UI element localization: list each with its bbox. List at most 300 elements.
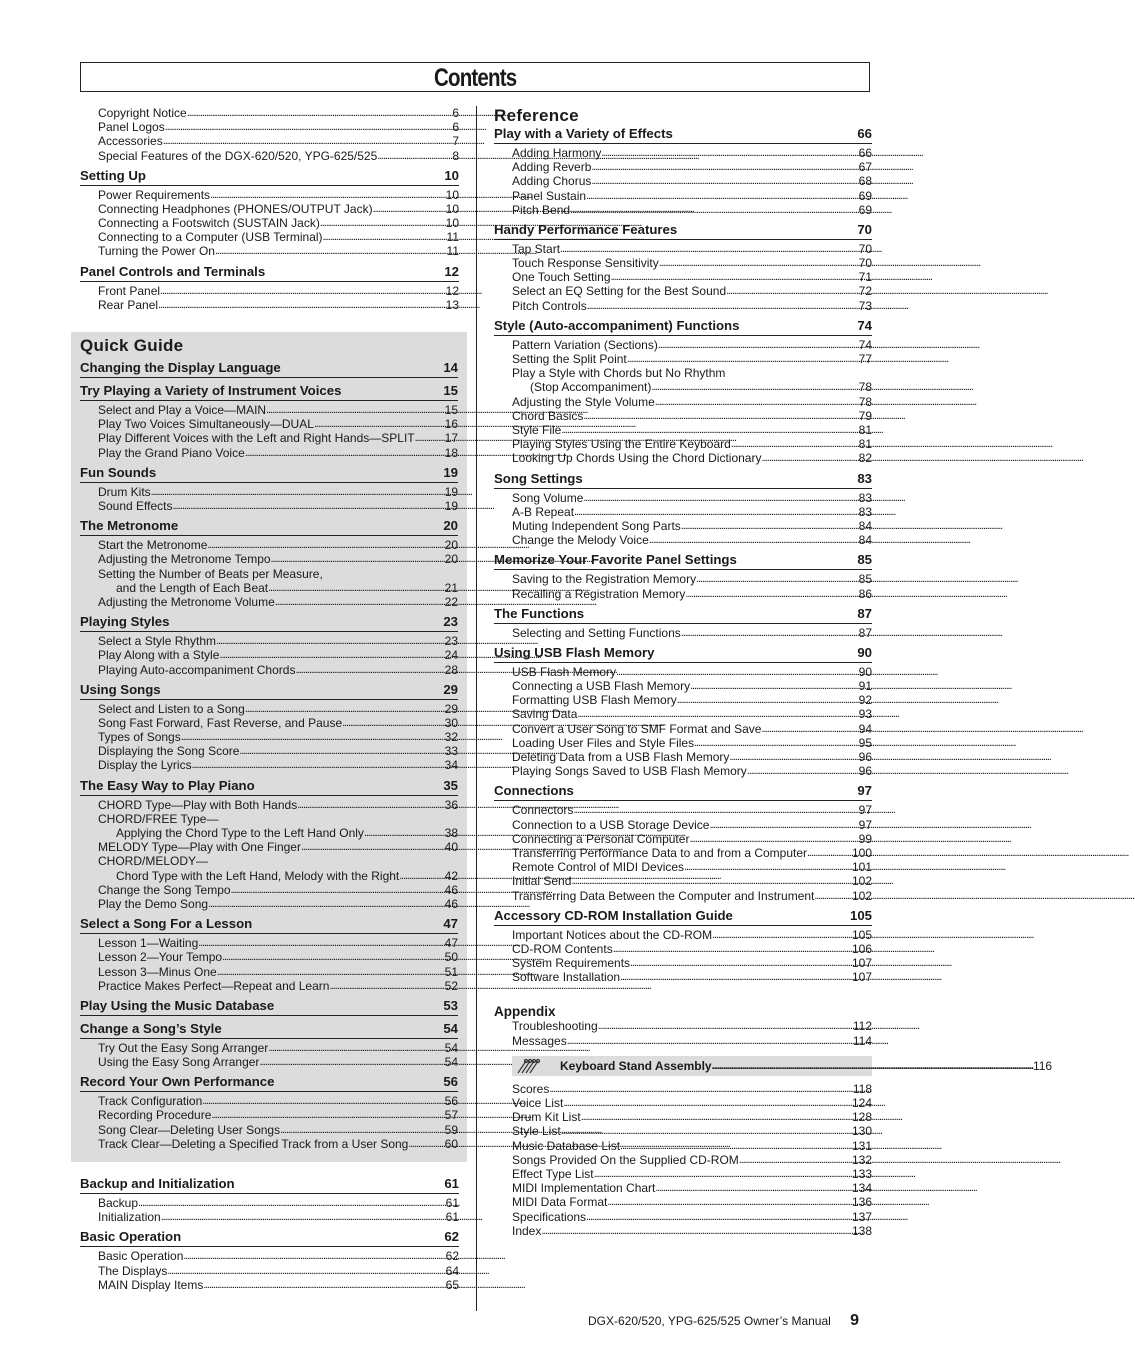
entry-label: Drum Kits [98,484,151,499]
entry-label: CHORD/FREE Type— [98,811,219,826]
toc-entry[interactable] [512,242,872,256]
entry-label: Playing Styles Using the Entire Keyboard [512,437,731,452]
toc-entry[interactable] [512,1195,872,1209]
entry-page: 8 [452,148,459,163]
toc-entry[interactable] [98,648,458,662]
toc-entry[interactable] [98,812,458,826]
entry-label: Try Out the Easy Song Arranger [98,1040,269,1055]
toc-entry[interactable] [512,437,872,451]
entry-label: Style File [512,423,562,437]
toc-entry[interactable] [98,979,458,993]
toc-entry[interactable] [512,572,872,586]
toc-entry[interactable] [512,874,872,888]
section-title: Changing the Display Language [80,360,281,376]
leader-dots [259,1054,443,1069]
entry-page: 33 [444,744,458,759]
toc-entry[interactable] [512,409,872,423]
toc-entry[interactable] [98,730,458,744]
toc-entry[interactable] [98,869,458,883]
entry-label: Select and Listen to a Song [98,701,245,716]
section-title: The Functions [494,605,585,621]
entry-page: 72 [858,284,872,299]
leader-dots [377,148,451,163]
toc-section [80,1074,458,1151]
toc-entry[interactable] [98,284,459,298]
entry-page: 82 [858,451,872,466]
entry-label: Track Clear—Deleting a Specified Track from a User Song [98,1136,409,1151]
entry-label: (Stop Accompaniment) [530,380,652,395]
toc-entry[interactable] [98,936,458,950]
entry-label: Adjusting the Metronome Volume [98,594,275,609]
toc-entry[interactable] [512,970,872,984]
toc-entry[interactable] [512,189,872,203]
toc-entry[interactable] [98,758,458,772]
leader-dots [210,187,445,202]
section-title: The Easy Way to Play Piano [80,777,255,793]
leader-dots [160,283,445,298]
toc-entry[interactable] [98,1123,458,1137]
section-header[interactable] [494,645,872,663]
entry-page: 56 [444,1094,458,1109]
section-page: 15 [443,383,458,399]
toc-entry[interactable] [512,587,872,601]
section-header[interactable] [80,614,458,632]
section-header[interactable] [494,783,872,801]
toc-entry[interactable] [98,798,458,812]
entry-label: Displaying the Song Score [98,744,240,759]
page-number: 9 [850,1312,860,1329]
toc-entry[interactable] [512,818,872,832]
toc-entry[interactable] [98,499,458,513]
entry-list [80,284,459,312]
leader-dots [203,1277,444,1292]
entry-page: 6 [452,105,459,120]
toc-entry[interactable] [512,423,872,437]
toc-entry[interactable] [512,1139,872,1153]
toc-entry[interactable] [98,552,458,566]
leader-dots [342,715,444,730]
entry-page: 69 [858,202,872,217]
toc-entry[interactable] [98,1249,459,1263]
section-page: 12 [444,263,459,279]
section-page: 87 [857,605,872,621]
toc-entry[interactable] [98,581,458,595]
leader-dots [583,490,857,505]
toc-entry[interactable] [98,230,459,244]
section-title: Style (Auto-accompaniment) Functions [494,317,740,333]
leader-dots [173,498,444,513]
entry-page: 57 [444,1108,458,1123]
entry-page: 66 [858,145,872,160]
toc-entry[interactable] [512,956,872,970]
entry-page: 79 [858,408,872,423]
toc-entry[interactable] [512,160,872,174]
toc-entry[interactable] [512,366,872,380]
toc-entry[interactable] [512,270,872,284]
leader-dots [684,859,851,874]
entry-label: Index [512,1223,542,1238]
leader-dots [163,133,452,148]
entry-label: Recalling a Registration Memory [512,586,686,601]
leader-dots [685,586,857,601]
toc-entry[interactable] [98,134,459,148]
toc-entry[interactable] [512,338,872,352]
toc-entry[interactable] [98,950,458,964]
toc-entry[interactable] [98,1041,458,1055]
section-header[interactable] [80,1021,458,1039]
toc-entry[interactable] [512,352,872,366]
entry-page: 24 [444,648,458,663]
entry-page: 38 [444,826,458,841]
entry-list [80,798,458,912]
toc-entry[interactable] [512,451,872,465]
leader-dots [295,662,443,677]
leader-dots [198,935,443,950]
toc-section [80,998,458,1016]
section-title: Song Settings [494,470,583,486]
entry-label: Troubleshooting [512,1019,598,1034]
section-header[interactable] [80,1229,459,1247]
entry-label: Selecting and Setting Functions [512,625,681,640]
entry-label: Tap Start [512,241,561,256]
leader-dots [167,1263,444,1278]
section-header[interactable] [494,222,872,240]
entry-page: 77 [858,352,872,367]
toc-entry[interactable] [512,889,872,903]
leader-dots [217,964,444,979]
leader-dots [268,580,444,595]
leader-dots [151,484,444,499]
entry-label: Panel Sustain [512,188,587,203]
entry-page: 84 [858,518,872,533]
toc-entry[interactable] [98,403,458,417]
page-title-box [80,62,870,92]
toc-entry[interactable] [512,519,872,533]
toc-section [80,1176,459,1224]
toc-entry[interactable] [98,106,459,120]
entry-label: Lesson 2—Your Tempo [98,950,223,965]
toc-entry[interactable] [98,245,459,259]
entry-page: 50 [444,950,458,965]
entry-page: 13 [445,297,459,312]
entry-label: Recording Procedure [98,1108,212,1123]
leader-dots [574,504,858,519]
leader-dots [583,408,857,423]
leader-dots [563,1095,851,1110]
entry-page: 84 [858,533,872,548]
toc-section [494,606,872,640]
reference-heading: Reference [494,106,579,125]
leader-dots [183,1248,444,1263]
toc-entry[interactable] [512,707,872,721]
section-header[interactable] [80,383,458,401]
toc-entry[interactable] [98,417,458,431]
entry-page: 78 [858,380,872,395]
leader-dots [677,692,858,707]
section-title: Connections [494,783,574,799]
toc-entry[interactable] [98,431,458,445]
leader-dots [561,422,857,437]
toc-entry[interactable] [98,702,458,716]
toc-entry[interactable] [512,832,872,846]
toc-entry[interactable] [512,1019,872,1033]
section-header[interactable] [494,318,872,336]
leader-dots [161,1209,445,1224]
entry-label: Setting the Number of Beats per Measure, [98,566,323,581]
toc-entry[interactable] [512,174,872,188]
toc-entry[interactable] [512,533,872,547]
entry-label: Pattern Variation (Sections) [512,337,658,352]
toc-entry[interactable] [98,538,458,552]
leader-dots [587,298,858,313]
toc-entry[interactable] [512,1110,872,1124]
toc-entry[interactable] [98,744,458,758]
leader-dots [747,763,858,778]
toc-entry[interactable] [512,491,872,505]
entry-page: 21 [444,580,458,595]
entry-label: Types of Songs [98,730,181,745]
entry-list [494,928,872,985]
section-header[interactable] [494,908,872,926]
toc-entry[interactable] [98,446,458,460]
toc-entry[interactable] [512,505,872,519]
entry-label: Practice Makes Perfect—Repeat and Learn [98,978,330,993]
toc-entry[interactable] [98,1137,458,1151]
leader-dots [601,145,857,160]
section-header[interactable] [80,465,458,483]
leader-dots [712,1058,1032,1073]
entry-page: 81 [858,437,872,452]
toc-entry[interactable] [512,860,872,874]
entry-label: Accessories [98,134,163,149]
toc-entry[interactable] [560,1059,1052,1073]
toc-entry[interactable] [98,595,458,609]
leader-dots [620,1138,851,1153]
section-header[interactable] [494,552,872,570]
section-header[interactable] [80,916,458,934]
entry-page: 112 [852,1019,872,1034]
entry-label: Chord Type with the Left Hand, Melody with the Right [116,868,400,883]
section-page: 47 [443,916,458,932]
toc-section [80,614,458,677]
toc-entry[interactable] [512,928,872,942]
leader-dots [761,450,857,465]
section-page: 90 [857,644,872,660]
toc-entry[interactable] [512,1082,872,1096]
section-title: Panel Controls and Terminals [80,263,266,279]
keyboard-stand-row[interactable] [512,1056,1053,1076]
section-header[interactable] [80,1176,459,1194]
section-header[interactable] [80,1074,458,1092]
toc-entry[interactable] [98,883,458,897]
toc-entry[interactable] [512,1034,872,1048]
entry-label: Special Features of the DGX-620/520, YPG-625/525 [98,148,378,163]
leader-dots [607,1194,851,1209]
entry-list [80,1041,458,1069]
entry-page: 19 [444,498,458,513]
entry-label: Convert a User Song to SMF Format and Save [512,721,762,736]
entry-label: Play Along with a Style [98,648,220,663]
entry-page: 128 [851,1110,872,1125]
leader-dots [594,1166,851,1181]
toc-entry[interactable] [512,750,872,764]
toc-entry[interactable] [98,840,458,854]
entry-list [80,1094,458,1151]
toc-entry[interactable] [98,202,459,216]
entry-label: Start the Metronome [98,538,208,553]
section-header[interactable] [494,606,872,624]
entry-label: Pitch Controls [512,298,587,313]
leader-dots [297,797,443,812]
toc-entry[interactable] [98,965,458,979]
leader-dots [690,678,858,693]
entry-page: 91 [858,679,872,694]
entry-page: 59 [444,1122,458,1137]
toc-entry[interactable] [98,1196,459,1210]
section-header[interactable] [80,168,459,186]
entry-page: 70 [858,256,872,271]
entry-label: Copyright Notice [98,105,187,120]
toc-entry[interactable] [98,716,458,730]
toc-section [80,465,458,513]
entry-label: Playing Songs Saved to USB Flash Memory [512,764,747,779]
leader-dots [138,1195,445,1210]
entry-list [494,1082,872,1238]
toc-entry[interactable] [512,380,872,394]
leader-dots [207,537,443,552]
section-page: 61 [444,1176,459,1192]
toc-entry[interactable] [98,485,458,499]
toc-entry[interactable] [512,722,872,736]
toc-entry[interactable] [512,942,872,956]
toc-section [494,783,872,902]
toc-entry[interactable] [512,299,872,313]
section-page: 83 [857,470,872,486]
toc-entry[interactable] [98,1264,459,1278]
section-header[interactable] [494,126,872,144]
entry-label: Connecting a Footswitch (SUSTAIN Jack) [98,216,320,231]
toc-entry[interactable] [98,897,458,911]
toc-entry[interactable] [512,1153,872,1167]
entry-label: One Touch Setting [512,270,611,285]
section-header[interactable] [80,518,458,536]
section-page: 66 [857,126,872,141]
toc-entry[interactable] [512,203,872,217]
entry-list [80,188,459,259]
toc-entry[interactable] [512,1096,872,1110]
entry-label: Music Database List [512,1138,621,1153]
entry-page: 11 [446,244,459,259]
section-header[interactable] [80,778,458,796]
toc-entry[interactable] [512,764,872,778]
toc-entry[interactable] [512,736,872,750]
toc-entry[interactable] [98,1210,459,1224]
section-header[interactable] [80,264,459,282]
quick-guide-panel [71,332,467,1162]
toc-entry[interactable] [512,626,872,640]
toc-entry[interactable] [512,1181,872,1195]
toc-entry[interactable] [98,663,458,677]
toc-entry[interactable] [98,298,459,312]
toc-entry[interactable] [98,826,458,840]
entry-label: Messages [512,1033,567,1048]
section-header[interactable] [80,682,458,700]
entry-page: 100 [851,845,872,860]
toc-entry[interactable] [98,1055,458,1069]
leader-dots [266,402,444,417]
toc-entry[interactable] [98,149,459,163]
entry-label: Basic Operation [98,1249,184,1264]
toc-entry[interactable] [98,1108,458,1122]
entry-page: 105 [851,927,872,942]
leader-dots [165,119,452,134]
toc-entry[interactable] [512,693,872,707]
section-title: Try Playing a Variety of Instrument Voices [80,383,342,399]
leader-dots [570,202,858,217]
leader-dots [561,1123,851,1138]
toc-entry[interactable] [98,1278,459,1292]
leader-dots [591,173,857,188]
toc-entry[interactable] [512,395,872,409]
entry-label: Song Volume [512,490,584,505]
leader-dots [726,283,858,298]
leader-dots [651,379,857,394]
toc-entry[interactable] [512,146,872,160]
toc-entry[interactable] [512,1167,872,1181]
section-header[interactable] [80,360,458,378]
section-page: 74 [857,317,872,333]
entry-label: Connecting a Personal Computer [512,831,690,846]
toc-entry[interactable] [98,120,459,134]
toc-entry[interactable] [512,256,872,270]
toc-entry[interactable] [512,665,872,679]
entry-label: Keyboard Stand Assembly [560,1058,712,1073]
toc-entry[interactable] [98,1094,458,1108]
section-page: 105 [849,907,872,923]
toc-entry[interactable] [512,1224,872,1238]
entry-page: 7 [452,134,459,149]
section-header[interactable] [494,471,872,489]
section-title: Using Songs [80,681,161,697]
entry-label: Drum Kit List [512,1110,581,1125]
toc-entry[interactable] [512,679,872,693]
toc-entry[interactable] [512,846,872,860]
entry-page: 102 [851,874,872,889]
toc-section [80,1021,458,1069]
leader-dots [613,941,851,956]
leader-dots [549,1081,852,1096]
section-header[interactable] [80,998,458,1016]
entry-page: 102 [851,888,872,903]
toc-entry[interactable] [98,216,459,230]
toc-entry[interactable] [98,634,458,648]
toc-entry[interactable] [98,854,458,868]
entry-label: Adding Reverb [512,160,592,175]
entry-label: Play the Grand Piano Voice [98,445,245,460]
entry-label: Applying the Chord Type to the Left Hand Only [116,826,364,841]
toc-entry[interactable] [512,803,872,817]
toc-section [494,552,872,600]
section-title: Play with a Variety of Effects [494,126,673,141]
toc-entry[interactable] [98,567,458,581]
toc-entry[interactable] [98,188,459,202]
section-page: 20 [443,518,458,534]
entry-label: Initial Send [512,874,572,889]
toc-entry[interactable] [512,285,872,299]
entry-list [80,538,458,609]
toc-entry[interactable] [512,1124,872,1138]
toc-entry[interactable] [512,1210,872,1224]
